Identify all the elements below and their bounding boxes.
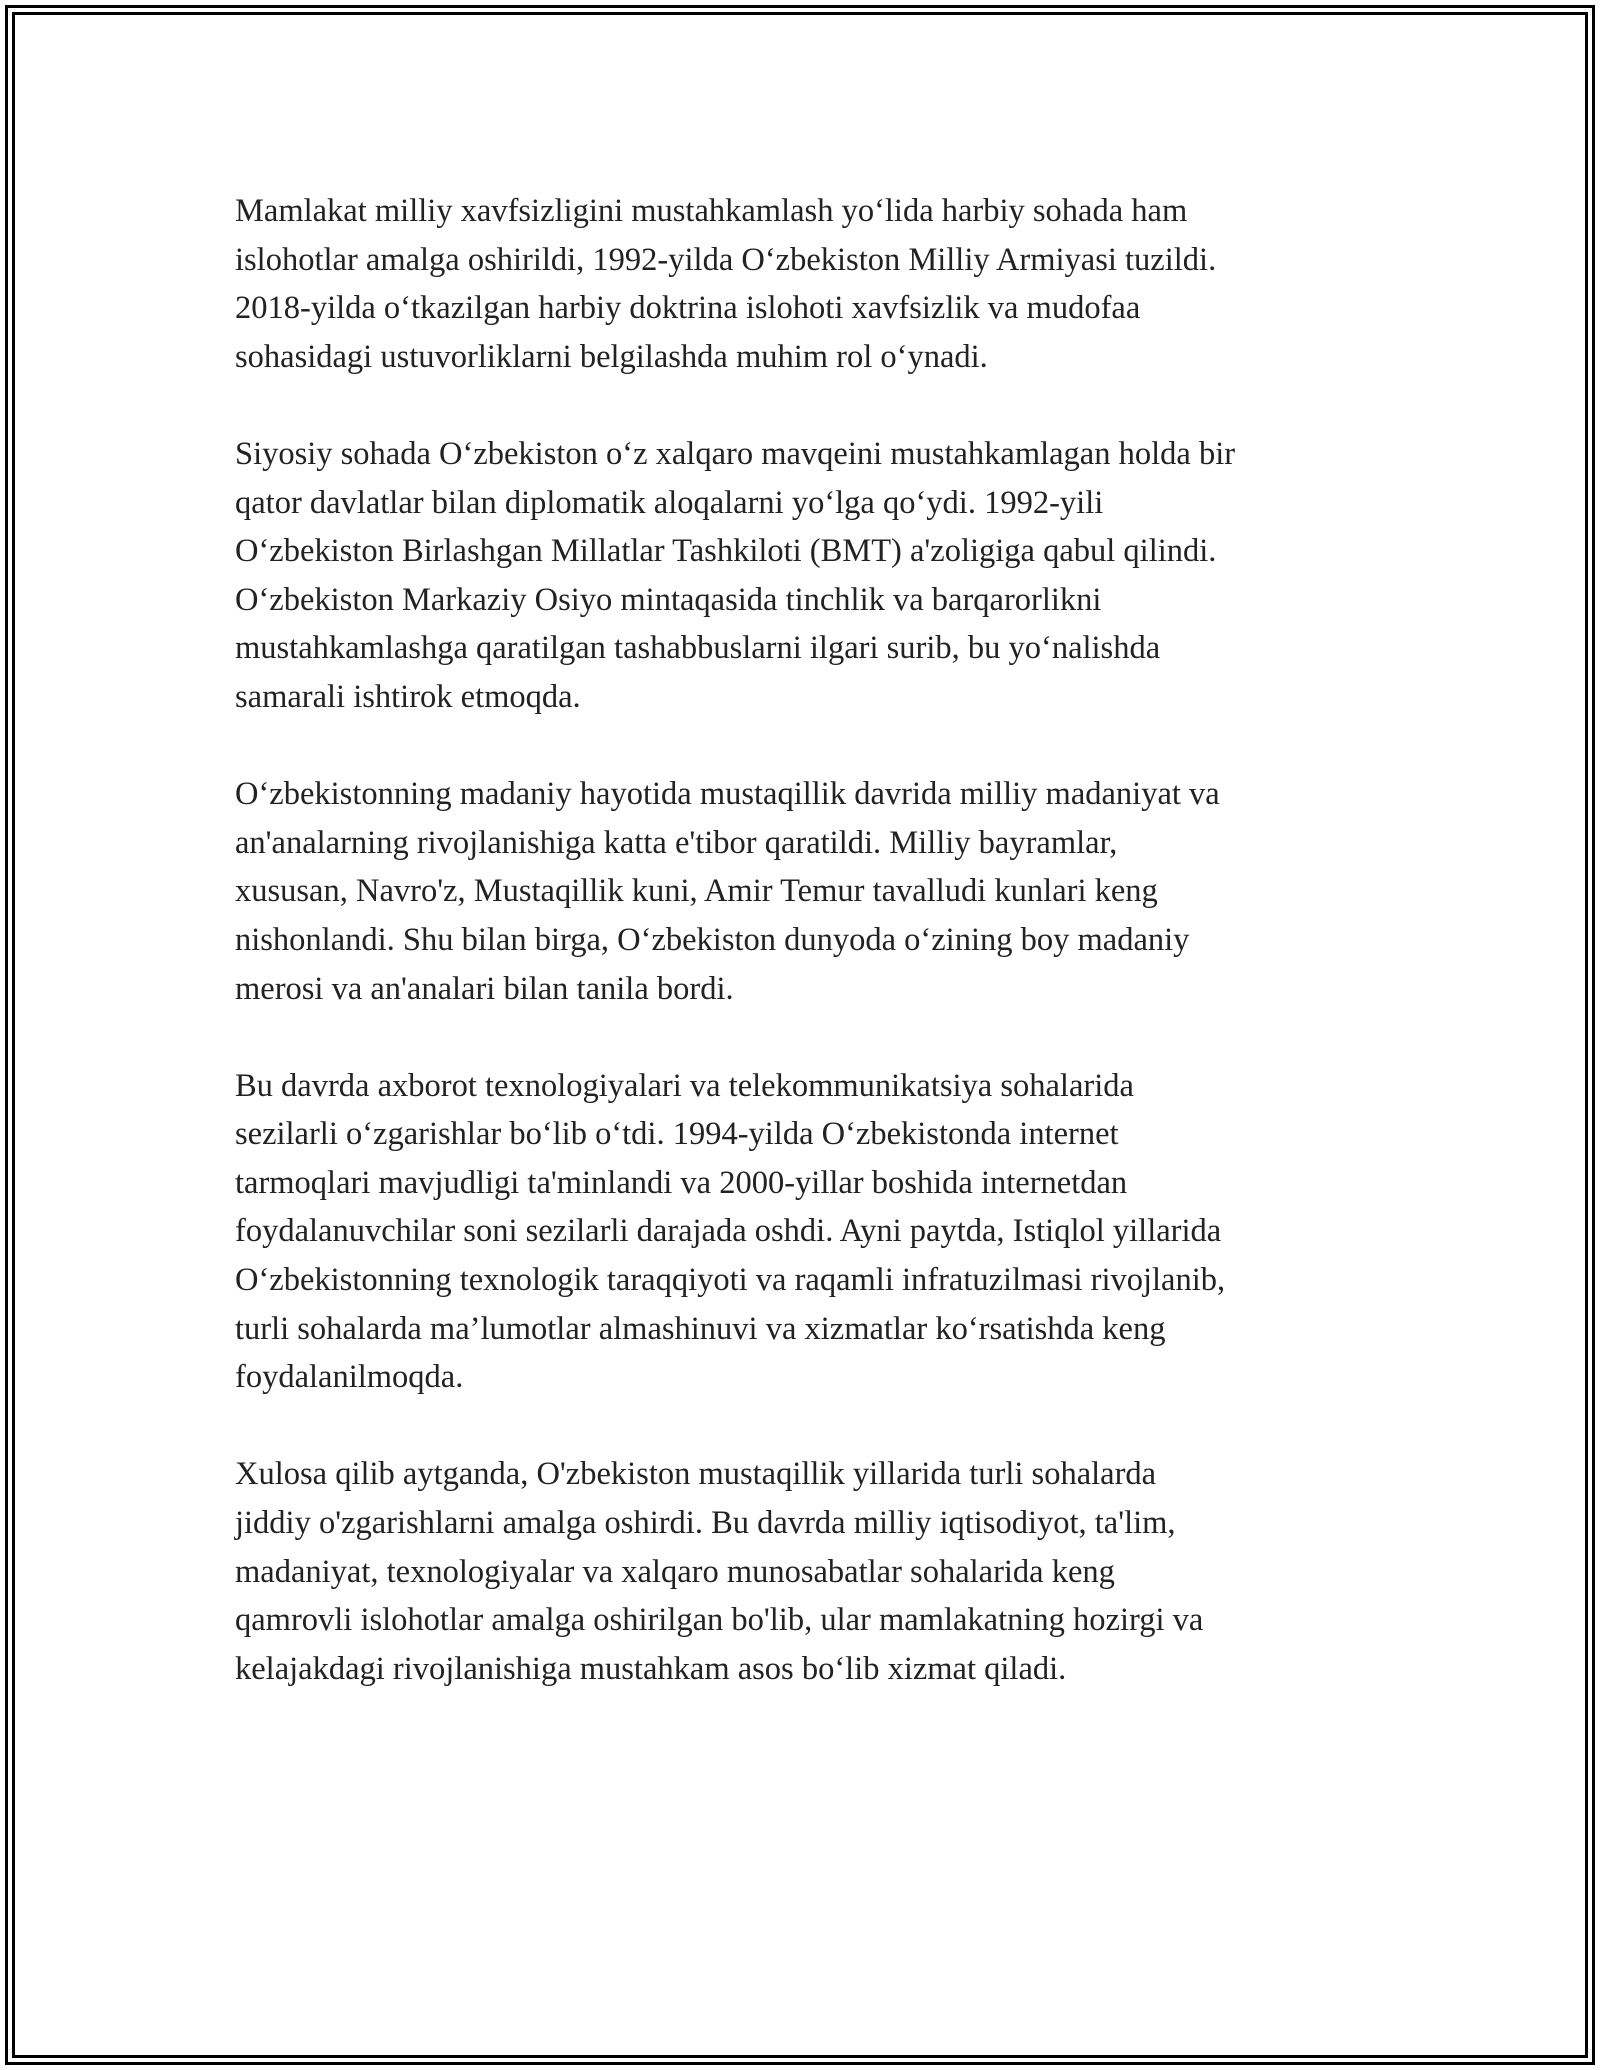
text-line: nishonlandi. Shu bilan birga, O‘zbekiston dunyoda o‘zining boy madaniy [235, 921, 1190, 958]
text-line: Bu davrda axborot texnologiyalari va telekommunikatsiya sohalarida [235, 1067, 1134, 1104]
document-body [235, 187, 1375, 1742]
text-line: Mamlakat milliy xavfsizligini mustahkamlash yo‘lida harbiy sohada ham [235, 193, 1188, 229]
text-line: an'analarning rivojlanishiga katta e'tibor qaratildi. Milliy bayramlar, [235, 824, 1118, 861]
text-line: O‘zbekistonning madaniy hayotida mustaqillik davrida milliy madaniyat va [235, 776, 1220, 813]
text-line: Siyosiy sohada O‘zbekiston o‘z xalqaro mavqeini mustahkamlagan holda bir [235, 435, 1236, 472]
text-line: foydalanilmoqda. [235, 1359, 464, 1396]
text-line: Xulosa qilib aytganda, O'zbekiston mustaqillik yillarida turli sohalarda [235, 1456, 1157, 1493]
text-line: sohasidagi ustuvorliklarni belgilashda muhim rol o‘ynadi. [235, 338, 988, 375]
text-line: turli sohalarda ma’lumotlar almashinuvi va xizmatlar ko‘rsatishda keng [235, 1310, 1166, 1347]
text-line: mustahkamlashga qaratilgan tashabbuslarni ilgari surib, bu yo‘nalishda [235, 630, 1161, 667]
text-line: kelajakdagi rivojlanishiga mustahkam asos bo‘lib xizmat qiladi. [235, 1650, 1067, 1687]
text-line: 2018-yilda o‘tkazilgan harbiy doktrina islohoti xavfsizlik va mudofaa [235, 290, 1141, 327]
text-line: foydalanuvchilar soni sezilarli darajada oshdi. Ayni paytda, Istiqlol yillarida [235, 1213, 1222, 1250]
text-line: madaniyat, texnologiyalar va xalqaro munosabatlar sohalarida keng [235, 1553, 1115, 1590]
text-line: O‘zbekiston Birlashgan Millatlar Tashkiloti (BMT) a'zoligiga qabul qilindi. [235, 533, 1217, 570]
text-line: qator davlatlar bilan diplomatik aloqalarni yo‘lga qo‘ydi. 1992-yili [235, 484, 1104, 521]
paragraph-cultural-life [235, 770, 1375, 1013]
paragraph-military-reforms [235, 187, 1375, 381]
text-line: qamrovli islohotlar amalga oshirilgan bo'lib, ular mamlakatning hozirgi va [235, 1602, 1204, 1639]
text-line: merosi va an'analari bilan tanila bordi. [235, 970, 734, 1007]
text-line: samarali ishtirok etmoqda. [235, 678, 581, 715]
text-line: sezilarli o‘zgarishlar bo‘lib o‘tdi. 1994-yilda O‘zbekistonda internet [235, 1116, 1119, 1153]
text-line: O‘zbekiston Markaziy Osiyo mintaqasida tinchlik va barqarorlikni [235, 581, 1102, 618]
paragraph-political-sphere [235, 430, 1375, 722]
paragraph-information-technology [235, 1062, 1375, 1402]
text-line: xususan, Navro'z, Mustaqillik kuni, Amir Temur tavalludi kunlari keng [235, 873, 1158, 910]
text-line: islohotlar amalga oshirildi, 1992-yilda O‘zbekiston Milliy Armiyasi tuzildi. [235, 241, 1217, 278]
text-line: O‘zbekistonning texnologik taraqqiyoti va raqamli infratuzilmasi rivojlanib, [235, 1262, 1226, 1299]
text-line: jiddiy o'zgarishlarni amalga oshirdi. Bu davrda milliy iqtisodiyot, ta'lim, [235, 1505, 1176, 1542]
text-line: tarmoqlari mavjudligi ta'minlandi va 2000-yillar boshida internetdan [235, 1164, 1128, 1201]
paragraph-conclusion [235, 1450, 1375, 1693]
